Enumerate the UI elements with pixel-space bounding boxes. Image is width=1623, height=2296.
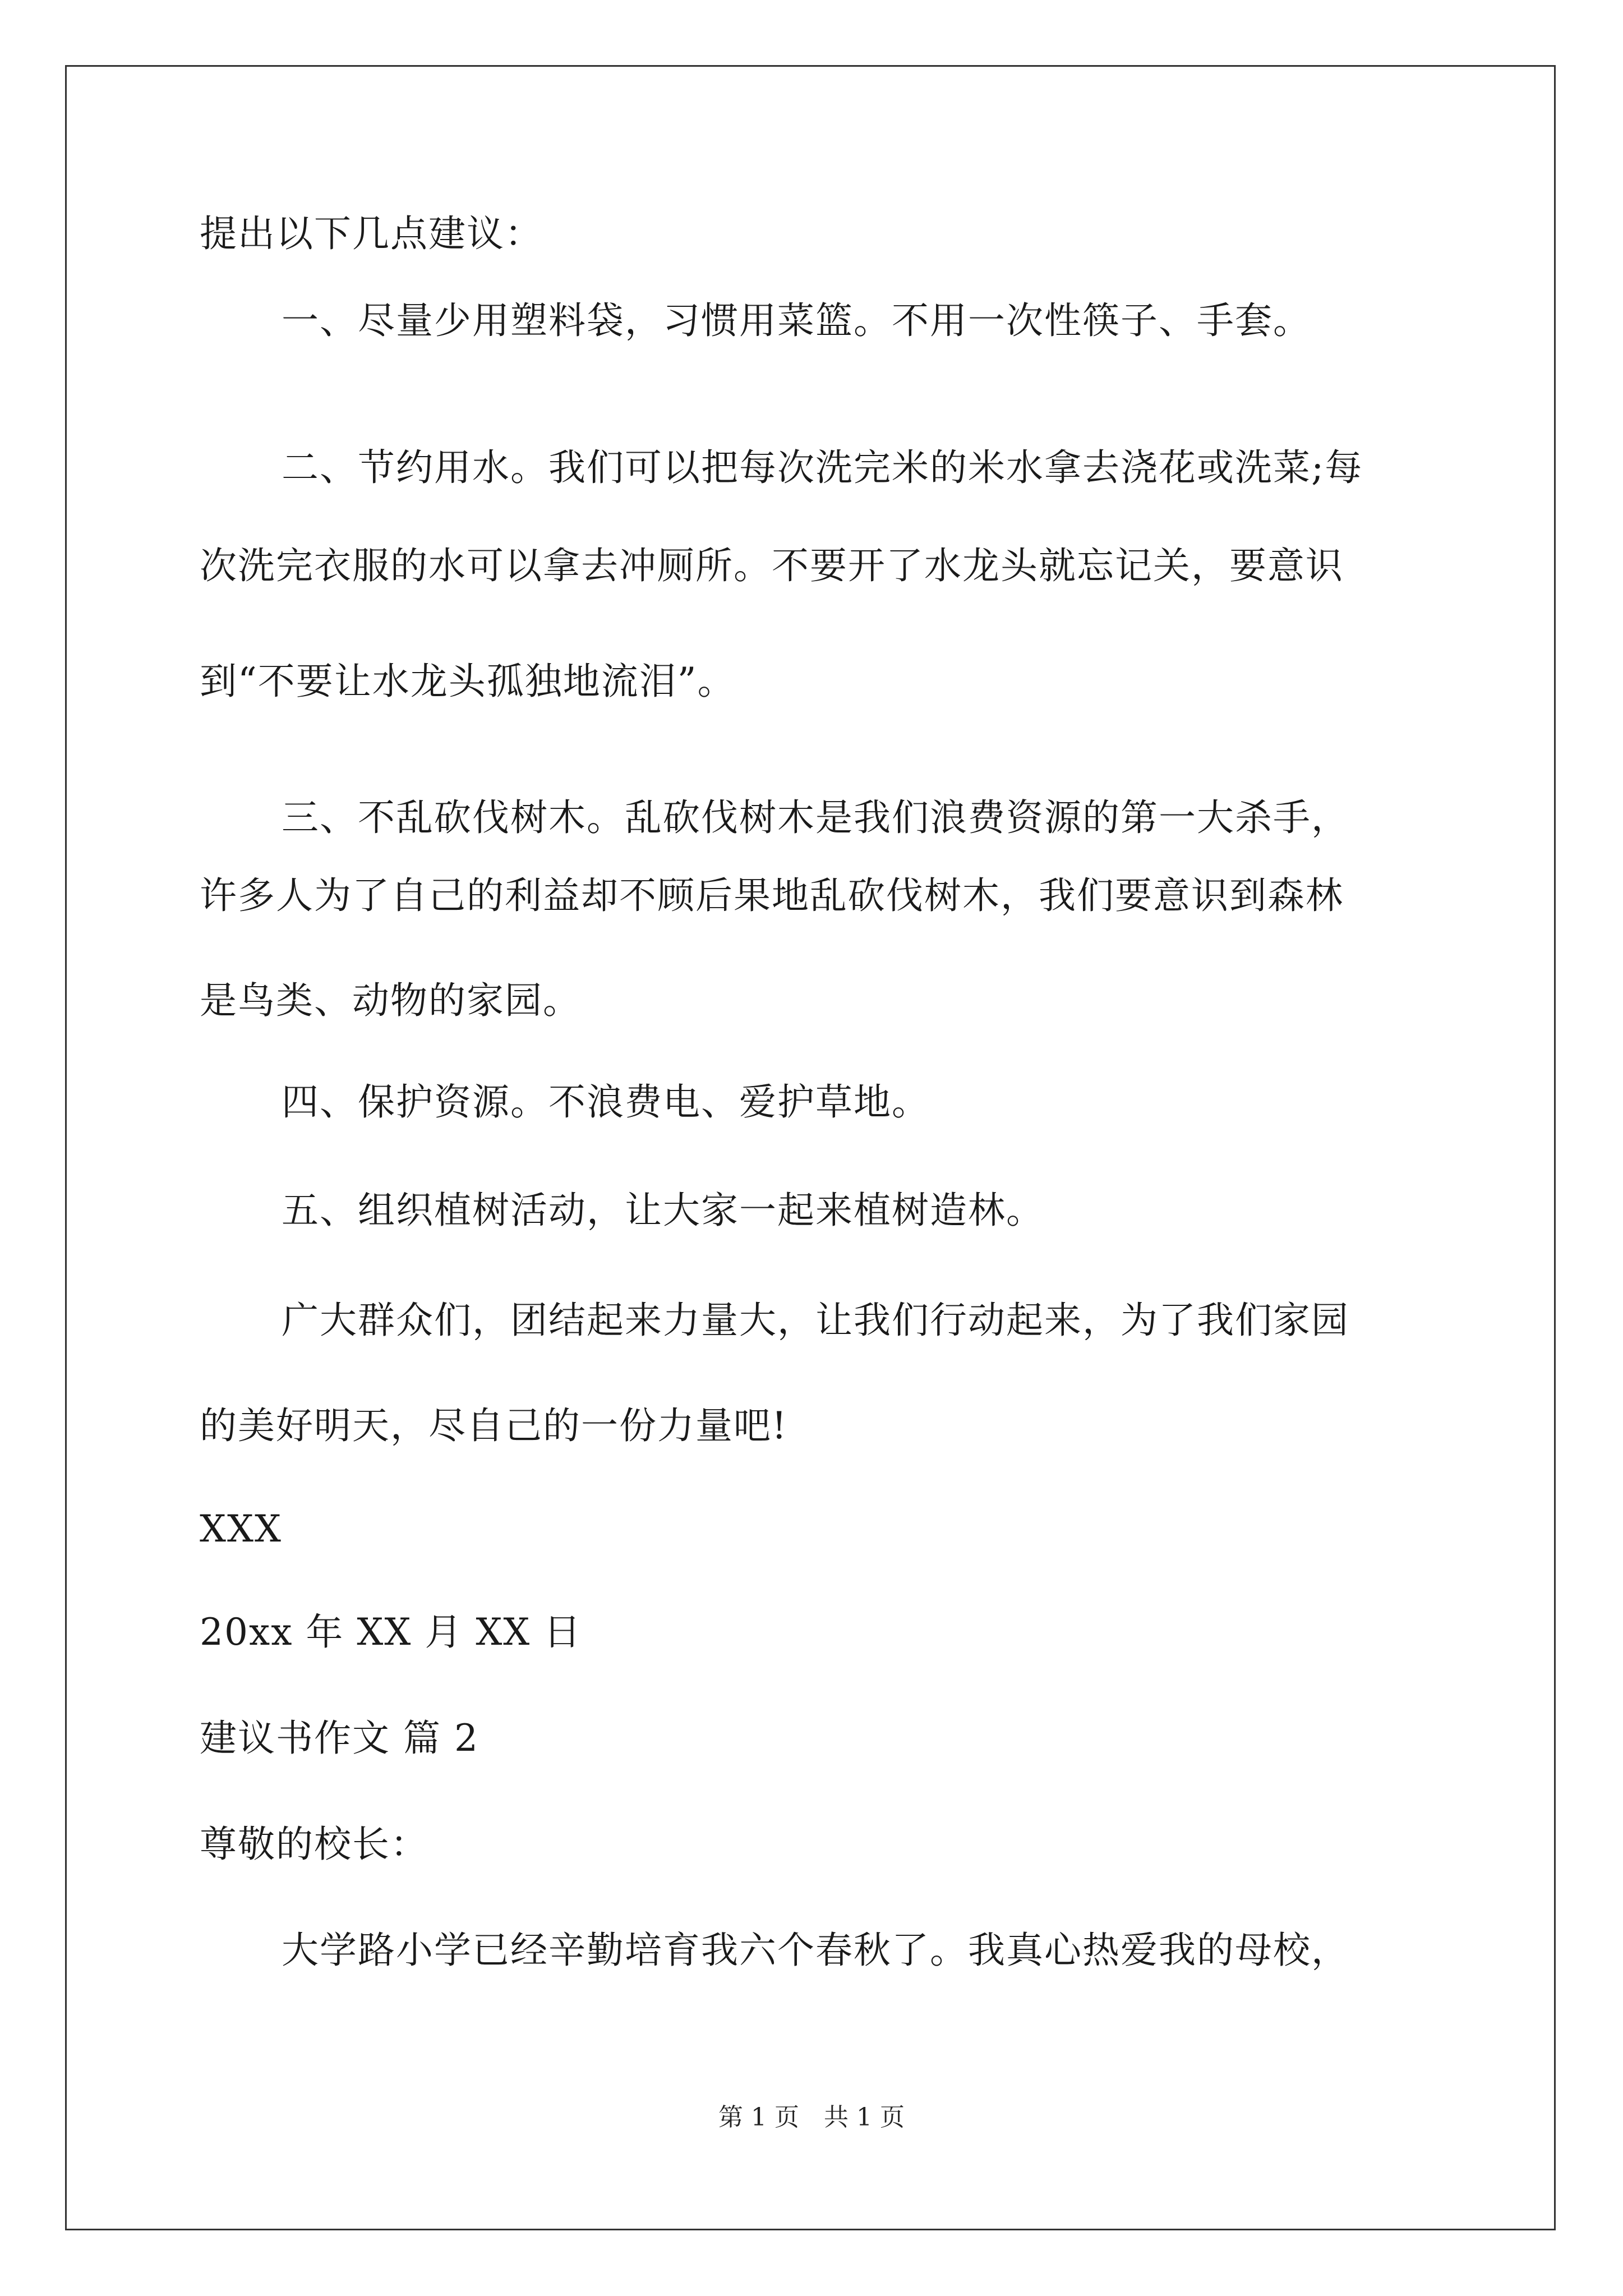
- section-heading: 建议书作文 篇 2: [200, 1717, 479, 1760]
- text-line-suggestion-3-cont-1: 许多人为了自己的利益却不顾后果地乱砍伐树木，我们要意识到森林: [200, 874, 1344, 917]
- signature-name: XXX: [200, 1507, 282, 1550]
- text-line-suggestion-1: 一、尽量少用塑料袋，习惯用菜篮。不用一次性筷子、手套。: [282, 299, 1311, 342]
- text-line-intro: 提出以下几点建议：: [200, 212, 543, 255]
- text-line-closing-2: 的美好明天，尽自己的一份力量吧!: [200, 1404, 788, 1447]
- signature-date: 20xx 年 XX 月 XX 日: [200, 1611, 582, 1654]
- text-line-suggestion-2-cont-2: 到“不要让水龙头孤独地流泪”。: [200, 660, 736, 703]
- text-line-suggestion-3: 三、不乱砍伐树木。乱砍伐树木是我们浪费资源的第一大杀手，: [282, 796, 1349, 839]
- text-line-suggestion-2-cont-1: 次洗完衣服的水可以拿去冲厕所。不要开了水龙头就忘记关，要意识: [200, 544, 1344, 587]
- text-line-suggestion-2: 二、节约用水。我们可以把每次洗完米的米水拿去浇花或洗菜;每: [282, 446, 1363, 489]
- page-footer: 第 1 页 共 1 页: [718, 2103, 905, 2132]
- page-frame: [65, 65, 1556, 2230]
- text-line-suggestion-3-cont-2: 是鸟类、动物的家园。: [200, 979, 581, 1022]
- salutation: 尊敬的校长：: [200, 1823, 428, 1866]
- text-line-closing-1: 广大群众们，团结起来力量大，让我们行动起来，为了我们家园: [282, 1299, 1349, 1342]
- text-line-suggestion-4: 四、保护资源。不浪费电、爱护草地。: [282, 1080, 930, 1124]
- text-line-body-start: 大学路小学已经辛勤培育我六个春秋了。我真心热爱我的母校，: [282, 1929, 1349, 1972]
- text-line-suggestion-5: 五、组织植树活动，让大家一起来植树造林。: [282, 1189, 1044, 1232]
